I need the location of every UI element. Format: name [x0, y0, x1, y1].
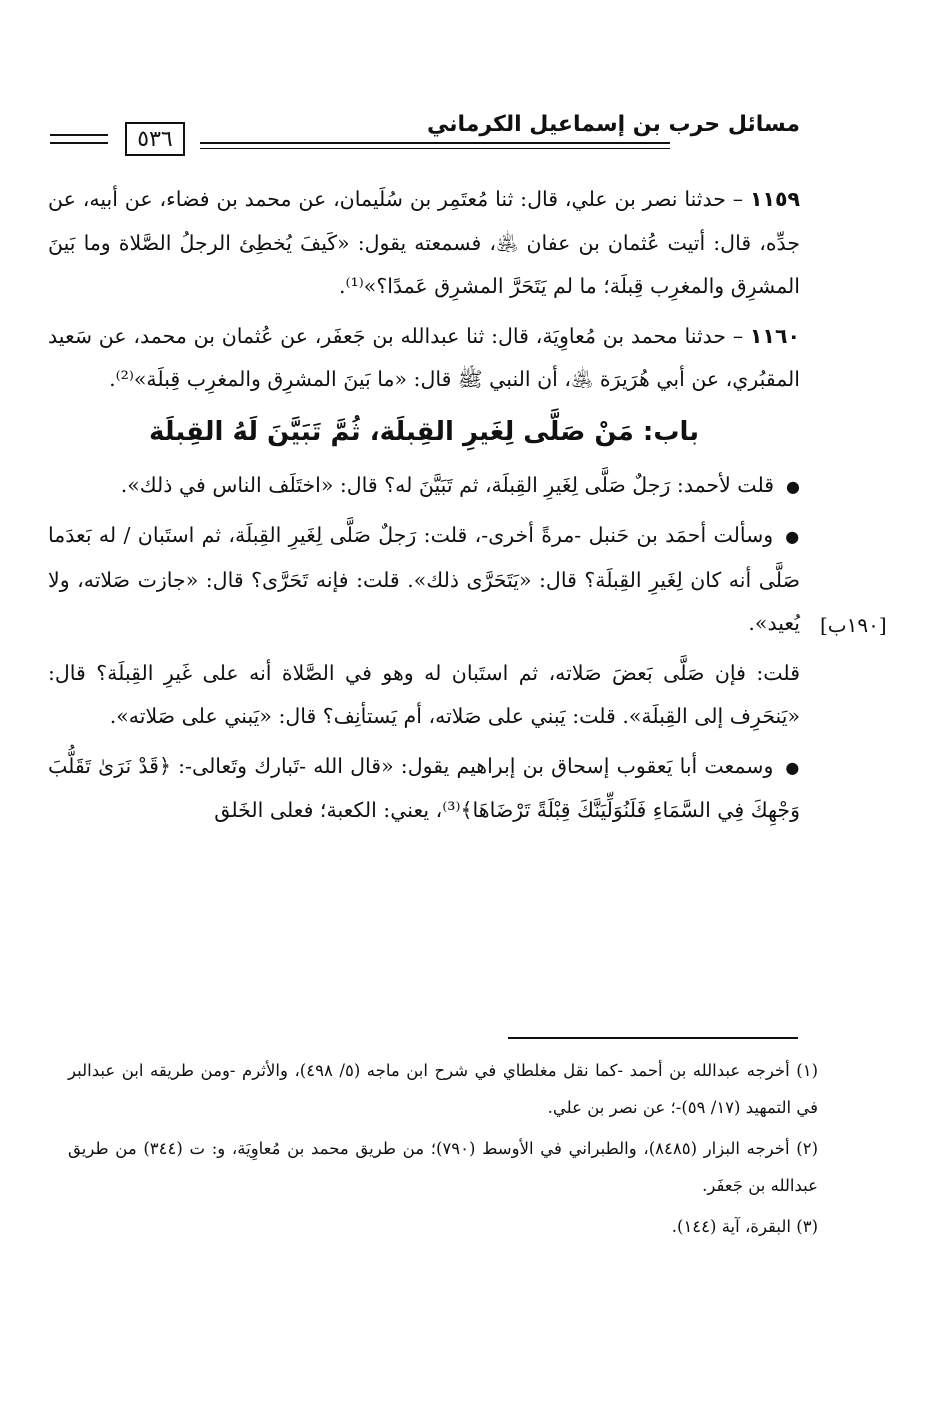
- footnote-separator: [508, 1037, 798, 1039]
- hadith-1159: [48, 178, 800, 309]
- bullet-icon: ●: [785, 527, 800, 546]
- footnotes: [68, 1052, 818, 1249]
- hadith-text: – حدثنا نصر بن علي، قال: ثنا مُعتَمِر بن سُلَيمان، عن محمد بن فضاء، عن أبيه، عن جدِّه، قال: أتيت عُثمان بن عفان ﵁، فسمعته يقول: «كَيفَ يُخطِئ الرجلُ الصَّلاة وما بَينَ المشرِق والمغرِب قِبلَة؛ ما لم يَتَحَرَّ المشرِق عَمدًا؟»⁽¹⁾.: [48, 187, 800, 298]
- hadith-number: ١١٥٩: [749, 187, 800, 211]
- chapter-heading: باب: مَنْ صَلَّى لِغَيرِ القِبلَة، ثُمَّ تَبَيَّنَ لَهُ القِبلَة: [149, 416, 699, 447]
- question-paragraph: قلت: فإن صَلَّى بَعضَ صَلاته، ثم استَبان له وهو في الصَّلاة أنه على غَيرِ القِبلَة؟ قال: «يَنحَرِف إلى القِبلَة». قلت: يَبني على صَلاته، أم يَستأنِف؟ قال: «يَبني على صَلاته».: [48, 660, 800, 728]
- header-ornament-line: [50, 142, 108, 144]
- question-paragraph: ●وسألت أحمَد بن حَنبل -مرةً أخرى-، قلت: رَجلٌ صَلَّى لِغَيرِ القِبلَة، ثم استَبان / له بَعدَما صَلَّى أنه كان لِغَيرِ القِبلَة؟ قال: «يَتَحَرَّى ذلك». قلت: فإنه تَحَرَّى؟ قال: «جازت صَلاته، ولا يُعيد».: [48, 523, 800, 635]
- footnote: (٢) أخرجه البزار (٨٤٨٥)، والطبراني في الأوسط (٧٩٠)؛ من طريق محمد بن مُعاوِيَة، و: ت (٣٤٤) من طريق عبدالله بن جَعفَر.: [68, 1139, 819, 1195]
- bullet-icon: ●: [785, 757, 800, 777]
- running-header: [30, 112, 800, 160]
- header-rule: [200, 142, 670, 144]
- footnote: (١) أخرجه عبدالله بن أحمد -كما نقل مغلطاي في شرح ابن ماجه (٥/ ٤٩٨)، والأثرم -ومن طريقه ابن عبدالبر في التمهيد (١٧/ ٥٩)-؛ عن نصر بن علي.: [68, 1061, 819, 1117]
- manuscript-folio-marker: [١٩٠ب]: [820, 613, 887, 637]
- book-title: مسائل حرب بن إسماعيل الكرماني: [426, 112, 800, 137]
- hadith-text: – حدثنا محمد بن مُعاوِيَة، قال: ثنا عبدالله بن جَعفَر، عن عُثمان بن محمد، عن سَعيد المقبُري، عن أبي هُرَيرَة ﵁، أن النبي ﷺ قال: «ما بَينَ المشرِق والمغرِب قِبلَة»⁽²⁾.: [48, 323, 800, 391]
- header-ornament-line: [50, 134, 108, 136]
- question-paragraph: ●قلت لأحمد: رَجلٌ صَلَّى لِغَيرِ القِبلَة، ثم تَبَيَّنَ له؟ قال: «اختَلَف الناس في ذلك».: [120, 472, 800, 497]
- hadith-number: ١١٦٠: [749, 323, 800, 348]
- main-text: [48, 178, 800, 833]
- page-number: ٥٣٦: [125, 122, 185, 156]
- question-paragraph: ●وسمعت أبا يَعقوب إسحاق بن إبراهيم يقول: «قال الله -تَبارك وتَعالى-: ﴿قَدْ نَرَىٰ تَقَلُّبَ وَجْهِكَ فِي السَّمَاءِ فَلَنُوَلِّيَنَّكَ قِبْلَةً تَرْضَاهَا﴾⁽³⁾، يعني: الكعبة؛ فعلى الخَلق: [48, 753, 800, 822]
- header-rule: [200, 148, 670, 149]
- bullet-icon: ●: [786, 476, 800, 496]
- footnote: (٣) البقرة، آية (١٤٤).: [671, 1217, 818, 1236]
- hadith-1160: [48, 315, 800, 402]
